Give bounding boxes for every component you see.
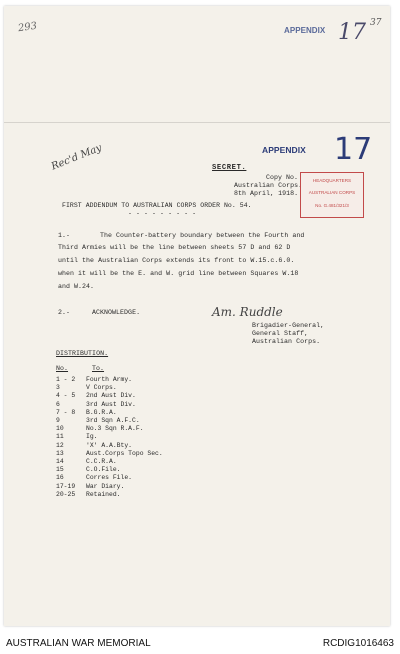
order-title: FIRST ADDENDUM TO AUSTRALIAN CORPS ORDER No. 54. xyxy=(62,202,252,209)
distribution-row xyxy=(56,442,132,450)
issuer: Australian Corps. xyxy=(234,182,303,189)
distribution-col-no: No. xyxy=(56,365,69,372)
distribution-row xyxy=(56,483,124,491)
distribution-copy-number: 10 xyxy=(56,425,64,433)
distribution-recipient: Retained. xyxy=(86,490,121,498)
distribution-recipient: 3rd Sqn A.F.C. xyxy=(86,417,140,424)
distribution-row xyxy=(56,401,136,409)
signatory-unit: Australian Corps. xyxy=(252,338,321,345)
footer-right: RCDIG1016463 xyxy=(322,638,394,649)
distribution-copy-number: 17-19 xyxy=(56,482,76,490)
distribution-recipient: C.O.File. xyxy=(86,466,121,474)
para2-number: 2.- xyxy=(58,309,71,316)
distribution-recipient: Ig. xyxy=(86,433,98,441)
distribution-recipient: No.3 Sqn R.A.F. xyxy=(86,425,144,433)
distribution-row xyxy=(56,474,132,482)
distribution-recipient: B.G.R.A. xyxy=(86,408,117,416)
classification: SECRET. xyxy=(212,164,247,172)
appendix-ink-number: 17 xyxy=(334,132,373,167)
stamp-line-1: HEADQUARTERS xyxy=(312,178,352,183)
distribution-copy-number: 11 xyxy=(56,433,64,441)
distribution-recipient: V Corps. xyxy=(86,384,117,392)
footer-left: AUSTRALIAN WAR MEMORIAL xyxy=(6,638,151,649)
para1-line-5: and W.24. xyxy=(58,283,95,290)
title-rule: - - - - - - - - - xyxy=(128,210,197,217)
distribution-copy-number: 14 xyxy=(56,458,64,465)
distribution-copy-number: 15 xyxy=(56,466,64,474)
appendix-pencil-number: 17 xyxy=(338,20,366,45)
distribution-recipient: 2nd Aust Div. xyxy=(86,392,136,400)
para1-line-3: until the Australian Corps extends its front to W.15.c.6.0. xyxy=(58,257,295,264)
para1-line-1: The Counter-battery boundary between the Fourth and xyxy=(100,232,305,239)
distribution-row xyxy=(56,376,132,384)
para1-line-2: Third Armies will be the line between sheets 57 D and 62 D xyxy=(58,244,291,251)
para1-number: 1.- xyxy=(58,232,71,239)
fold-line xyxy=(4,122,390,123)
stamp-line-2: AUSTRALIAN CORPS xyxy=(308,190,356,195)
distribution-recipient: War Diary. xyxy=(86,482,125,490)
copy-no: Copy No. xyxy=(266,174,299,181)
para2-text: ACKNOWLEDGE. xyxy=(92,309,141,316)
distribution-recipient: 'X' A.A.Bty. xyxy=(86,441,133,449)
distribution-copy-number: 7 - 8 xyxy=(56,408,76,416)
distribution-heading: DISTRIBUTION. xyxy=(56,350,109,357)
distribution-recipient: C.C.R.A. xyxy=(86,458,117,465)
distribution-copy-number: 13 xyxy=(56,449,64,457)
distribution-row xyxy=(56,392,136,400)
distribution-row xyxy=(56,450,163,458)
distribution-copy-number: 6 xyxy=(56,400,60,408)
folio-number: 37 xyxy=(370,18,382,28)
distribution-recipient: 3rd Aust Div. xyxy=(86,400,136,408)
distribution-copy-number: 1 - 2 xyxy=(56,376,76,383)
distribution-copy-number: 3 xyxy=(56,384,60,392)
distribution-copy-number: 16 xyxy=(56,474,64,482)
distribution-row xyxy=(56,417,140,425)
distribution-row xyxy=(56,425,144,433)
distribution-recipient: Aust.Corps Topo Sec. xyxy=(86,449,163,457)
distribution-recipient: Fourth Army. xyxy=(86,376,133,383)
distribution-row xyxy=(56,466,121,474)
signature: Am. Ruddle xyxy=(212,305,283,319)
distribution-recipient: Corres File. xyxy=(86,474,133,482)
distribution-row xyxy=(56,384,117,392)
page-number: 293 xyxy=(17,20,38,35)
distribution-copy-number: 20-25 xyxy=(56,490,76,498)
distribution-col-to: To. xyxy=(92,365,105,372)
distribution-copy-number: 12 xyxy=(56,441,64,449)
distribution-row xyxy=(56,433,98,441)
distribution-row xyxy=(56,491,121,499)
distribution-row xyxy=(56,409,117,417)
appendix-pencil-label: APPENDIX xyxy=(284,26,326,35)
para1-line-4: when it will be the E. and W. grid line between Squares W.18 xyxy=(58,270,299,277)
issue-date: 8th April, 1918. xyxy=(234,190,299,197)
signatory-rank: Brigadier-General, xyxy=(252,322,325,329)
distribution-row xyxy=(56,458,117,466)
receipt-stamp xyxy=(300,172,364,218)
stamp-line-3: No. G.481/321/3 xyxy=(315,203,349,208)
distribution-copy-number: 9 xyxy=(56,417,60,424)
appendix-stamp: APPENDIX xyxy=(262,145,306,155)
distribution-copy-number: 4 - 5 xyxy=(56,392,76,400)
signatory-role: General Staff, xyxy=(252,330,309,337)
handwritten-note: Rec'd May xyxy=(49,142,104,173)
